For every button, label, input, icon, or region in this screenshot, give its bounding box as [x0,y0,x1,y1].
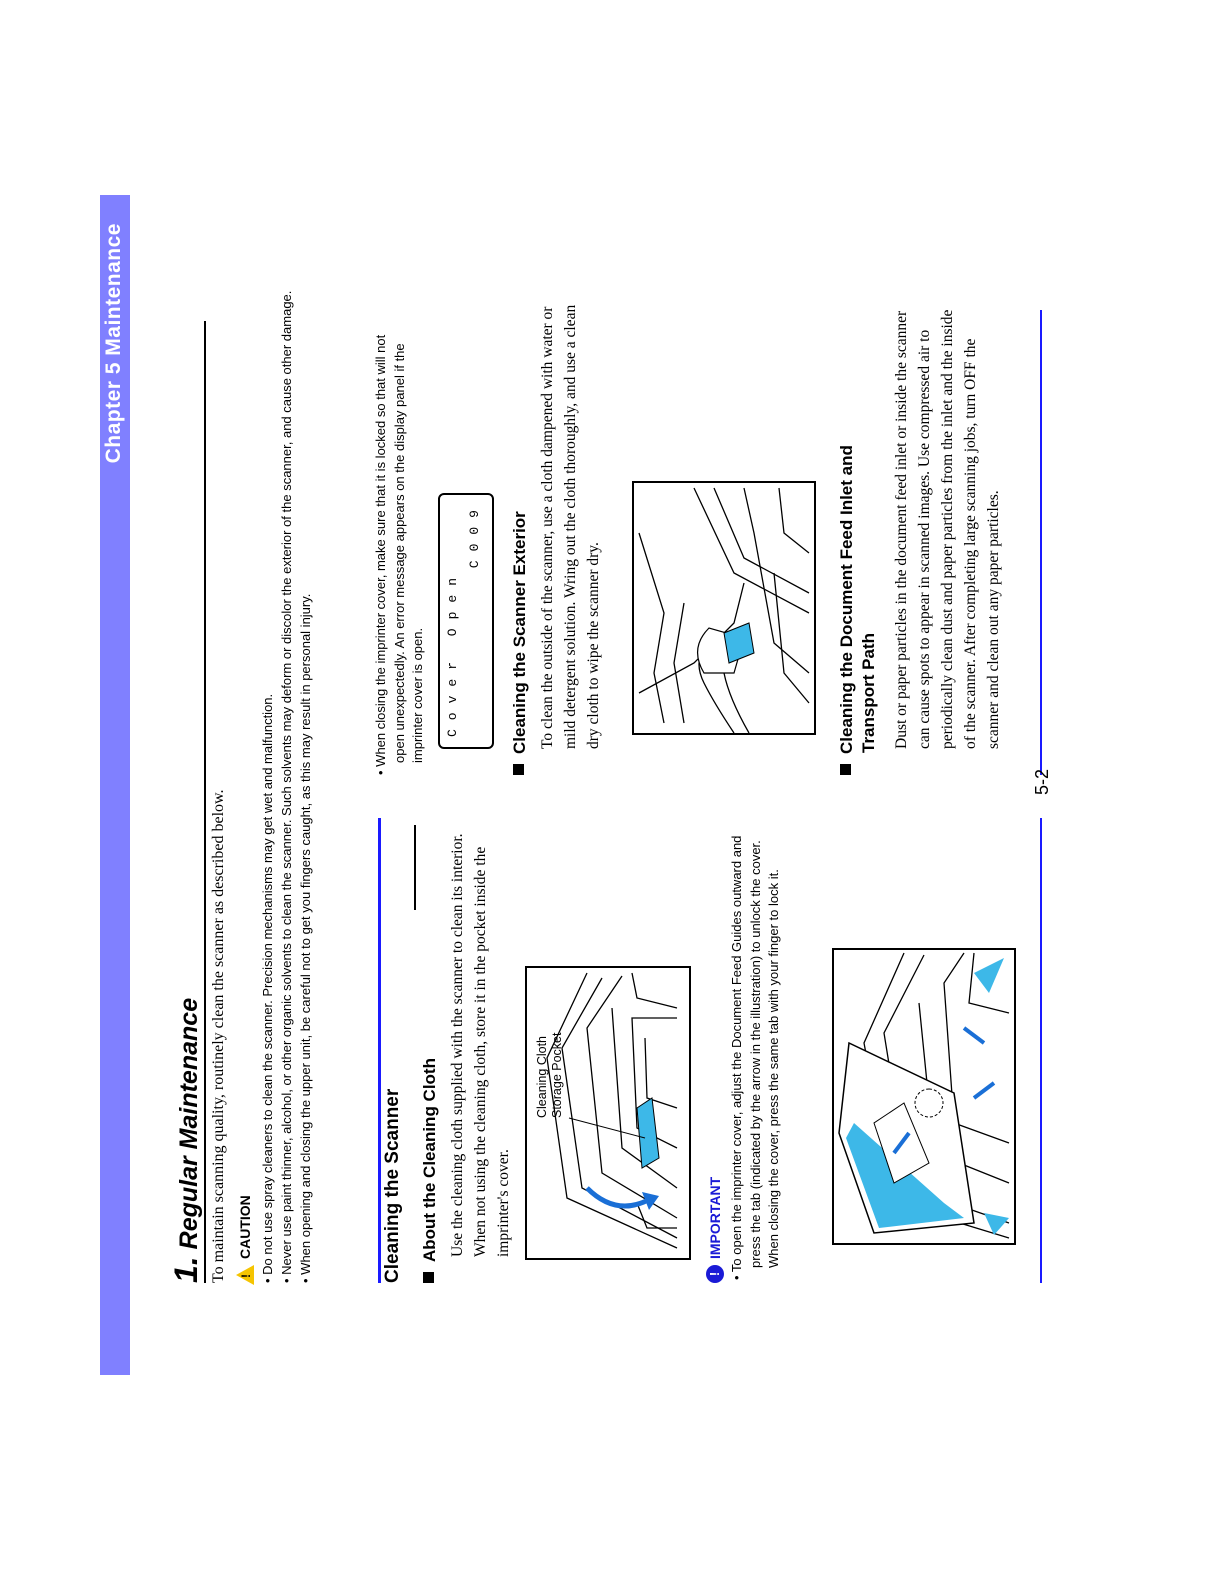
chapter-label: Chapter 5 Maintenance [102,223,125,464]
lcd-line-1: Cover Open [445,568,460,737]
imprinter-note-list [372,315,428,775]
title-divider [204,321,206,1283]
bullet-square-icon [423,1272,434,1283]
bottom-divider-right [1040,310,1042,775]
section-divider [378,818,381,1283]
chapter-header-bar [100,195,130,1375]
imprinter-note-item: • When closing the imprinter cover, make sure that it is locked so that will not open unexpectedly. An error message appears on the display panel if the imprinter cover is open. [372,315,428,775]
caution-label: CAUTION [237,1195,253,1259]
document-page [100,195,1060,1375]
subsection-title-feed-inlet: Cleaning the Document Feed Inlet and Transport Path [836,305,880,775]
figure-label: Cleaning Cloth Storage Pocket [535,1032,564,1118]
intro-paragraph: To maintain scanning quality, routinely clean the scanner as described below. [210,789,227,1283]
caution-item: • When opening and closing the upper unit, be careful not to get you fingers caught, as this may result in personal injury. [296,283,315,1283]
bullet-square-icon [513,764,524,775]
section-title: Cleaning the Scanner [382,1088,403,1283]
important-label: IMPORTANT [707,1176,723,1259]
lcd-display [438,493,494,749]
caution-heading [236,1195,254,1285]
page-title [168,998,205,1283]
important-heading [706,1177,724,1283]
subsection-title-exterior: Cleaning the Scanner Exterior [510,511,530,775]
bottom-divider-left [1040,818,1042,1283]
important-item: • To open the imprinter cover, adjust the Document Feed Guides outward and press the tab (indicated by the arrow in the illustration) to unlock the cover. When closing the cover, press the same tab with your finger to lock it. [728,810,784,1280]
caution-item: • Do not use spray cleaners to clean the scanner. Precision mechanisms may get wet and malfunction. [258,283,277,1283]
imprinter-cover-illustration [832,948,1016,1245]
cleaning-cloth-illustration [525,966,691,1260]
important-list [728,810,784,1280]
exterior-cleaning-illustration [632,481,816,735]
lcd-line-2: C009 [467,501,482,569]
caution-item: • Never use paint thinner, alcohol, or other organic solvents to clean the scanner. Such solvents may deform or discolor the exterior of the scanner, and cause other damage. [277,283,296,1283]
important-icon: ! [706,1265,724,1283]
feed-inlet-paragraph: Dust or paper particles in the document feed inlet or inside the scanner can cause spots to appear in scanned images. Use compressed air to periodically clean dust and paper particles from the inlet and the inside of the scanner. After completing large scanning jobs, turn OFF the scanner and clean out any paper particles. [893,309,1002,749]
hand-wiping-drawing [634,483,814,733]
subsection-title-cloth: About the Cleaning Cloth [420,1058,440,1283]
warning-icon [236,1265,254,1285]
exterior-paragraph: To clean the outside of the scanner, use a cloth dampened with water or mild detergent solution. Wring out the cloth thoroughly, and use a clean dry cloth to wipe the scanner dry. [539,304,602,749]
bullet-square-icon [840,764,851,775]
caution-list [258,283,315,1283]
imprinter-cover-drawing [834,950,1014,1243]
page-number: 5-2 [1032,768,1052,795]
title-text: Regular Maintenance [175,997,203,1250]
cloth-paragraph: Use the cleaning cloth supplied with the scanner to clean its interior. When not using the cleaning cloth, store it in the pocket inside the imprinter's cover. [449,833,512,1257]
subsection-divider [414,825,416,910]
title-number: 1. [168,1256,204,1283]
